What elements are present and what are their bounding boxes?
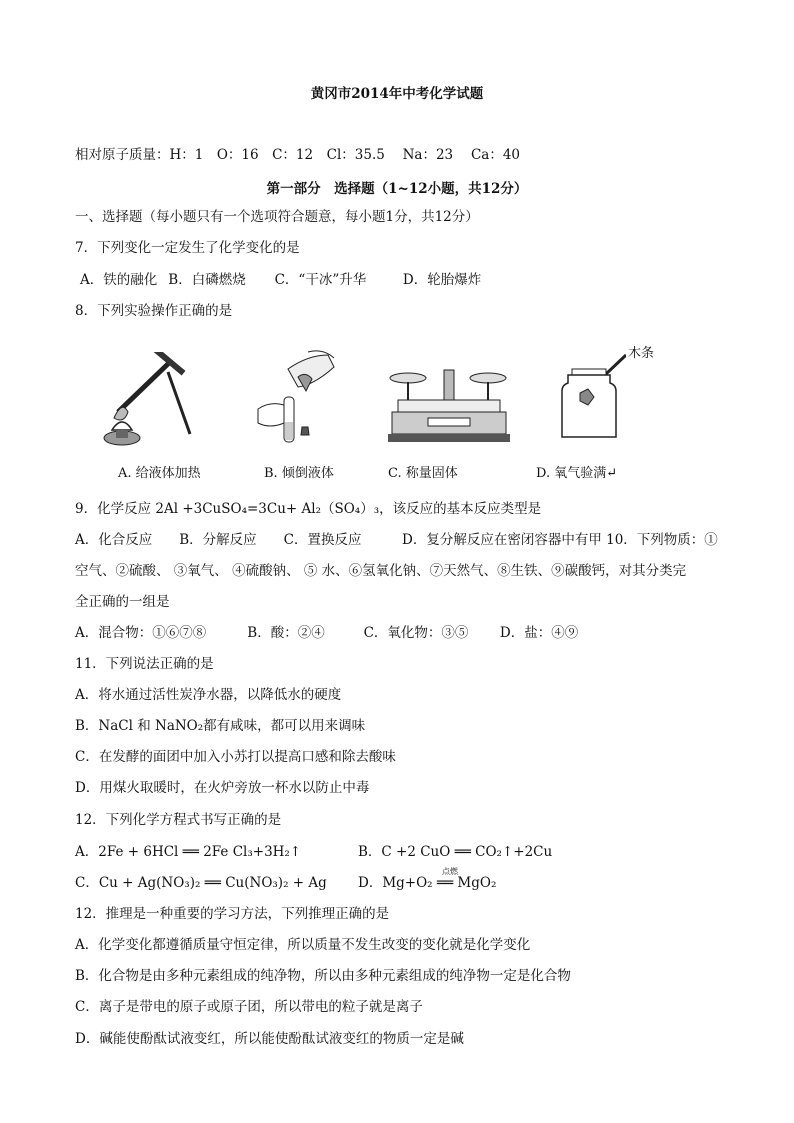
q10-option-d: D．盐：④⑨ <box>499 625 579 641</box>
q11-option-d: D．用煤火取暖时，在火炉旁放一杯水以防止中毒 <box>75 780 370 796</box>
q9-options-line: A．化合反应 B．分解反应 C．置换反应 D．复分解反应在密闭容器中有甲 10．下列物质：① <box>75 532 718 548</box>
atomic-mass-line: 相对原子质量：H：1 O：16 C：12 Cl：35.5 Na：23 Ca：40 <box>75 147 520 163</box>
q7-option-b: B．白磷燃烧 <box>168 272 246 288</box>
q7-option-c: C．“干冰”升华 <box>274 272 367 288</box>
q12-equation-d-condition: 点燃 <box>442 867 458 876</box>
q7-option-a: A．铁的融化 <box>80 272 158 288</box>
q8-option-c: C. 称量固体 <box>388 466 458 481</box>
heating-liquid-figure <box>98 352 196 452</box>
section-heading: 一、选择题（每小题只有一个选项符合题意，每小题1分，共12分） <box>75 209 479 225</box>
part-heading: 第一部分 选择题（1~12小题，共12分） <box>266 181 528 197</box>
q12-equation-a: A．2Fe + 6HCl ══ 2Fe Cl₃+3H₂↑ <box>75 844 302 860</box>
q8-stem: 8．下列实验操作正确的是 <box>75 303 233 319</box>
q10-items-line: 空气、②硫酸、 ③氧气、 ④硫酸钠、 ⑤ 水、⑥氢氧化钠、⑦天然气、⑧生铁、⑨碳酸钙，对其分类完 <box>75 563 687 579</box>
q12-equation-c: C．Cu + Ag(NO₃)₂ ══ Cu(NO₃)₂ + Ag <box>75 875 327 891</box>
q12-reasoning-d: D．碱能使酚酞试液变红，所以能使酚酞试液变红的物质一定是碱 <box>75 1031 464 1047</box>
q10-option-b: B．酸：②④ <box>247 625 325 641</box>
q10-stem-end: 全正确的一组是 <box>75 594 170 610</box>
wood-stick-label: 木条 <box>628 346 655 361</box>
q9-stem: 9．化学反应 2Al +3CuSO₄=3Cu+ Al₂（SO₄）₃，该反应的基本反应类型是 <box>75 501 542 517</box>
q7-options <box>80 271 481 289</box>
q7-option-d: D．轮胎爆炸 <box>402 272 482 288</box>
exam-title: 黄冈市2014年中考化学试题 <box>310 86 484 102</box>
q7-stem: 7．下列变化一定发生了化学变化的是 <box>75 240 300 256</box>
q12-reasoning-b: B．化合物是由多种元素组成的纯净物，所以由多种元素组成的纯净物一定是化合物 <box>75 968 571 984</box>
q12-reasoning-c: C．离子是带电的原子或原子团，所以带电的粒子就是离子 <box>75 999 423 1015</box>
q8-option-a: A. 给液体加热 <box>118 466 201 481</box>
q10-option-a: A．混合物：①⑥⑦⑧ <box>75 625 207 641</box>
q11-option-c: C．在发酵的面团中加入小苏打以提高口感和除去酸味 <box>75 749 396 765</box>
q8-option-b: B. 倾倒液体 <box>264 466 334 481</box>
q8-option-d: D. 氧气验满↵ <box>536 466 618 481</box>
q12-reasoning-a: A．化学变化都遵循质量守恒定律，所以质量不发生改变的变化就是化学变化 <box>75 937 531 953</box>
q11-option-a: A．将水通过活性炭净水器，以降低水的硬度 <box>75 687 342 703</box>
q11-option-b: B．NaCl 和 NaNO₂都有咸味，都可以用来调味 <box>75 718 366 734</box>
oxygen-test-figure <box>556 345 626 443</box>
q12-equation-d: D．Mg+O₂ ══ MgO₂ <box>358 875 497 891</box>
q10-options <box>75 624 578 642</box>
q12-reasoning-stem: 12．推理是一种重要的学习方法，下列推理正确的是 <box>75 906 390 922</box>
pouring-liquid-figure <box>248 347 338 452</box>
balance-figure <box>388 366 510 444</box>
q12-equations-stem: 12．下列化学方程式书写正确的是 <box>75 812 282 828</box>
q11-stem: 11．下列说法正确的是 <box>75 656 214 672</box>
q12-equation-b: B．C +2 CuO ══ CO₂↑+2Cu <box>358 844 553 860</box>
q10-option-c: C．氧化物：③⑤ <box>363 625 469 641</box>
